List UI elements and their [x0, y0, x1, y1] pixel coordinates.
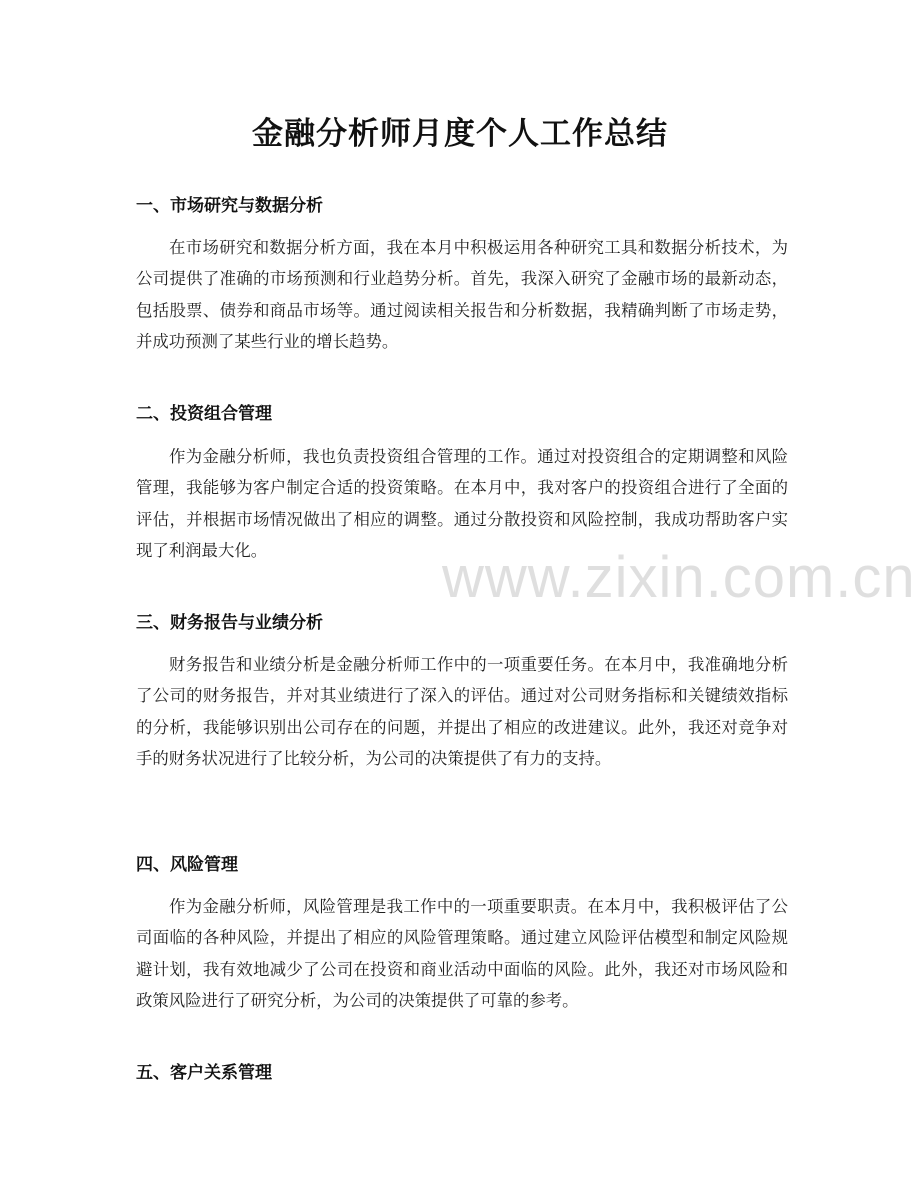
- section-heading-client-relations: 五、客户关系管理: [136, 1063, 272, 1083]
- section-heading-portfolio-management: 二、投资组合管理: [136, 404, 272, 424]
- section-heading-financial-reporting: 三、财务报告与业绩分析: [136, 613, 323, 633]
- watermark-text: www.zixin.com.cn: [442, 545, 916, 610]
- document-title: 金融分析师月度个人工作总结: [252, 116, 668, 152]
- section-body-financial-reporting: 财务报告和业绩分析是金融分析师工作中的一项重要任务。在本月中，我准确地分析了公司的财务报告，并对其业绩进行了深入的评估。通过对公司财务指标和关键绩效指标的分析，我能够识别出公司存在的问题，并提出了相应的改进建议。此外，我还对竞争对手的财务状况进行了比较分析，为公司的决策提供了有力的支持。: [136, 655, 788, 769]
- section-body-market-research: 在市场研究和数据分析方面，我在本月中积极运用各种研究工具和数据分析技术，为公司提供了准确的市场预测和行业趋势分析。首先，我深入研究了金融市场的最新动态，包括股票、债券和商品市场等。通过阅读相关报告和分析数据，我精确判断了市场走势，并成功预测了某些行业的增长趋势。: [136, 238, 788, 352]
- section-heading-risk-management: 四、风险管理: [136, 855, 238, 875]
- section-body-risk-management: 作为金融分析师，风险管理是我工作中的一项重要职责。在本月中，我积极评估了公司面临的各种风险，并提出了相应的风险管理策略。通过建立风险评估模型和制定风险规避计划，我有效地减少了公司在投资和商业活动中面临的风险。此外，我还对市场风险和政策风险进行了研究分析，为公司的决策提供了可靠的参考。: [136, 897, 788, 1011]
- section-heading-market-research: 一、市场研究与数据分析: [136, 196, 323, 216]
- section-body-portfolio-management: 作为金融分析师，我也负责投资组合管理的工作。通过对投资组合的定期调整和风险管理，我能够为客户制定合适的投资策略。在本月中，我对客户的投资组合进行了全面的评估，并根据市场情况做出了相应的调整。通过分散投资和风险控制，我成功帮助客户实现了利润最大化。: [136, 447, 788, 561]
